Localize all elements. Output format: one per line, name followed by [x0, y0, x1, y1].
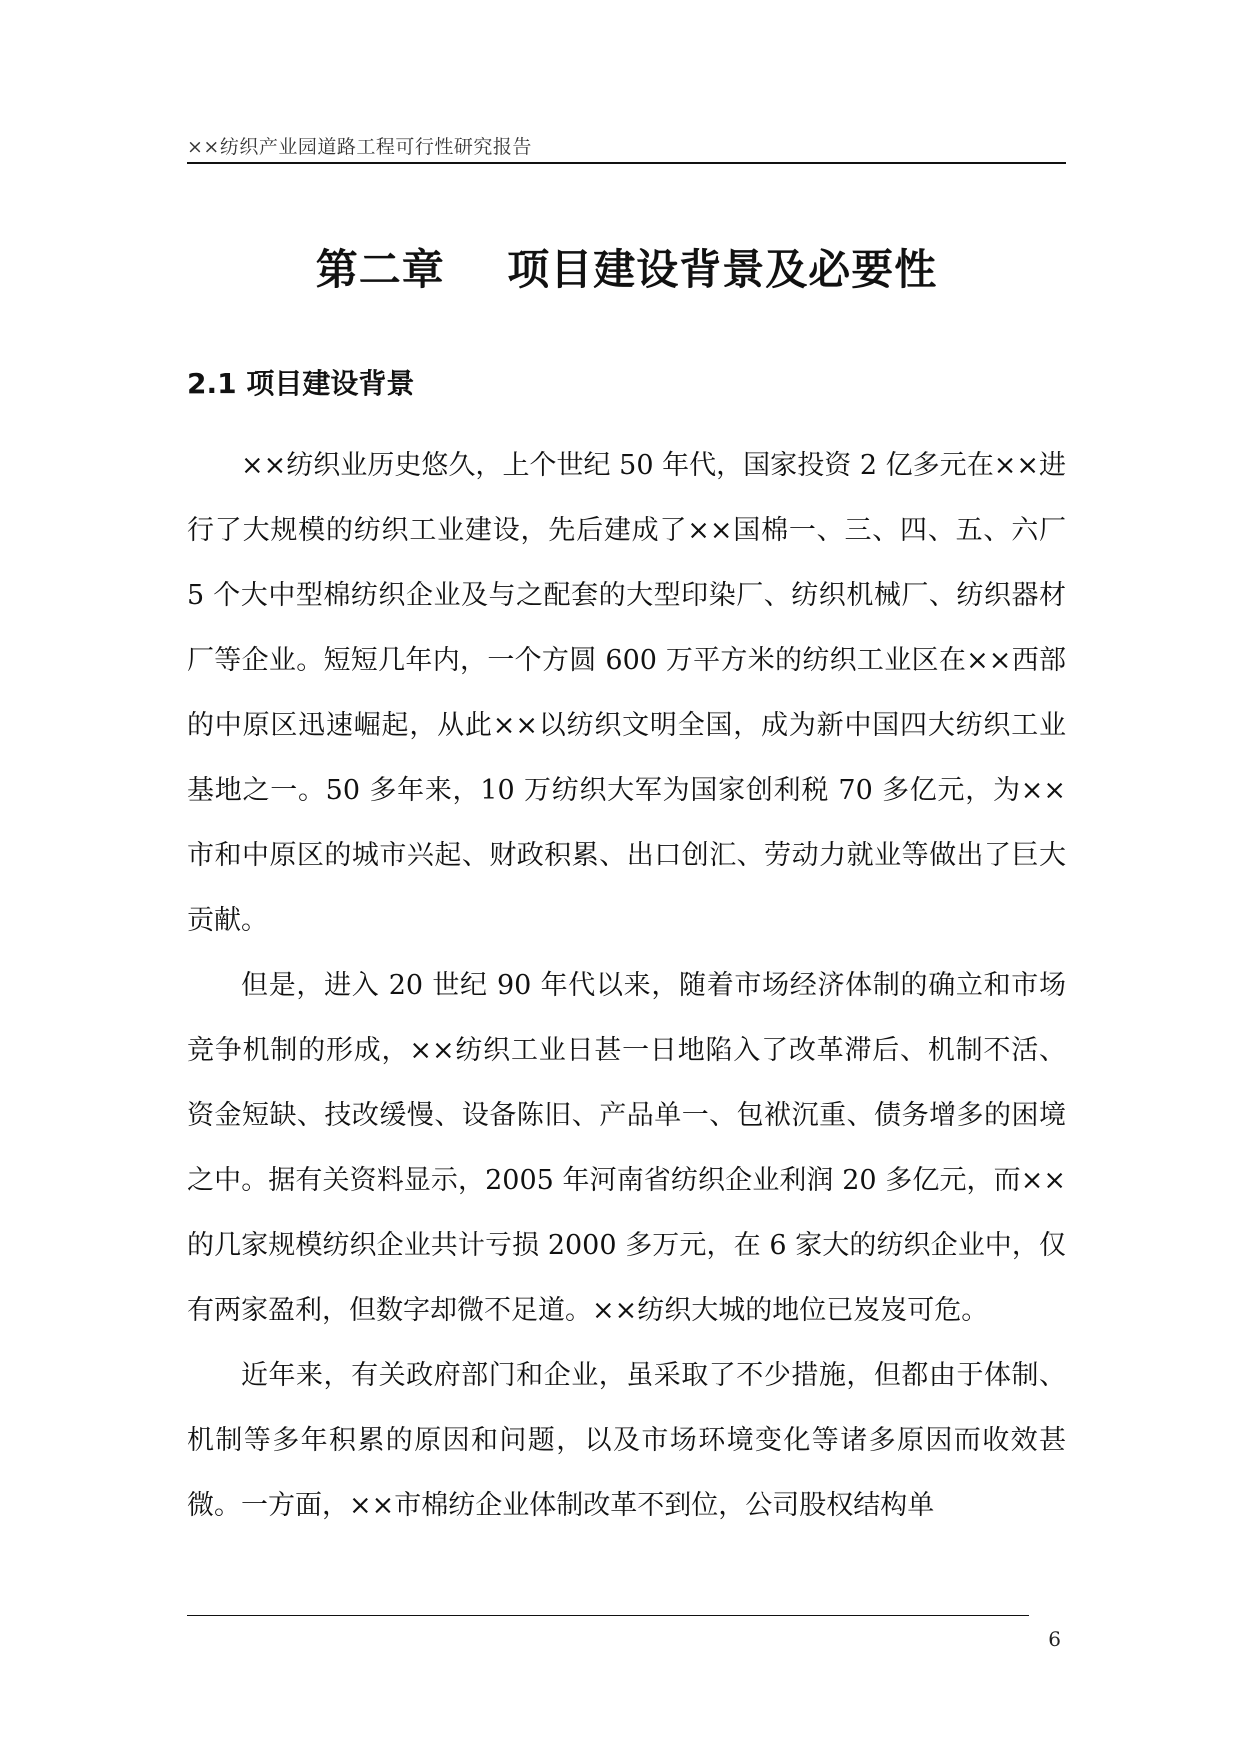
paragraph: ××纺织业历史悠久，上个世纪 50 年代，国家投资 2 亿多元在××进行了大规模的纺织工业建设，先后建成了××国棉一、三、四、五、六厂 5 个大中型棉纺织企业及与之配套的大型印染厂、纺织机械厂、纺织器材厂等企业。短短几年内，一个方圆 600 万平方米的纺织工业区在××西部的中原区迅速崛起，从此××以纺织文明全国，成为新中国四大纺织工业基地之一。50 多年来，10 万纺织大军为国家创利税 70 多亿元，为××市和中原区的城市兴起、财政积累、出口创汇、劳动力就业等做出了巨大贡献。: [187, 450, 1066, 936]
chapter-title: 第二章 项目建设背景及必要性: [315, 245, 938, 294]
section-heading: 2.1 项目建设背景: [187, 367, 415, 400]
paragraph: 但是，进入 20 世纪 90 年代以来，随着市场经济体制的确立和市场竞争机制的形成，××纺织工业日甚一日地陷入了改革滞后、机制不活、资金短缺、技改缓慢、设备陈旧、产品单一、包袱沉重、债务增多的困境之中。据有关资料显示，2005 年河南省纺织企业利润 20 多亿元，而××的几家规模纺织企业共计亏损 2000 多万元，在 6 家大的纺织企业中，仅有两家盈利，但数字却微不足道。××纺织大城的地位已岌岌可危。: [187, 970, 1066, 1326]
page-number: 6: [1048, 1627, 1061, 1651]
body-text: [187, 433, 1066, 1538]
running-header: ××纺织产业园道路工程可行性研究报告: [187, 136, 532, 158]
header-rule: [187, 162, 1066, 164]
paragraph: 近年来，有关政府部门和企业，虽采取了不少措施，但都由于体制、机制等多年积累的原因和问题，以及市场环境变化等诸多原因而收效甚微。一方面，××市棉纺企业体制改革不到位，公司股权结构单: [187, 1360, 1066, 1521]
footer-rule: [187, 1615, 1029, 1616]
